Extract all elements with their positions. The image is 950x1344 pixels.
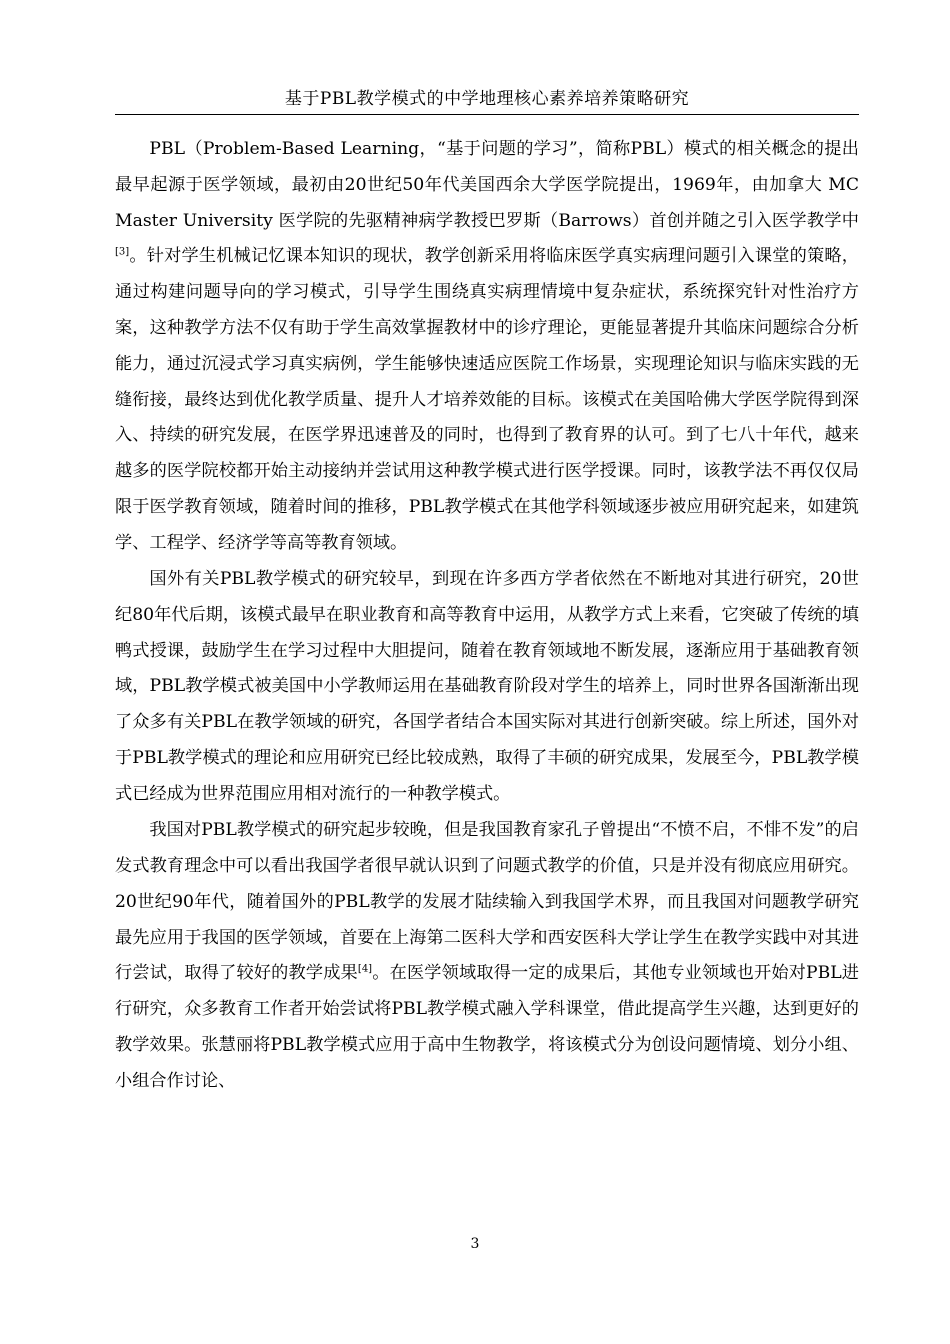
paragraph-text: 。在医学领域取得一定的成果后，其他专业领域也开始对PBL进行研究，众多教育工作者开始尝试将PBL教学模式融入学科课堂，借此提高学生兴趣，达到更好的教学效果。张慧丽将PBL教学模式应用于高中生物教学，将该模式分为创设问题情境、划分小组、小组合作讨论、 xyxy=(115,963,859,1091)
body-text xyxy=(115,132,859,1100)
paragraph-text: 国外有关PBL教学模式的研究较早，到现在许多西方学者依然在不断地对其进行研究，20世纪80年代后期，该模式最早在职业教育和高等教育中运用，从教学方式上来看，它突破了传统的填鸭式授课，鼓励学生在学习过程中大胆提问，随着在教育领域地不断发展，逐渐应用于基础教育领域，PBL教学模式被美国中小学教师运用在基础教育阶段对学生的培养上，同时世界各国渐渐出现了众多有关PBL在教学领域的研究，各国学者结合本国实际对其进行创新突破。综上所述，国外对于PBL教学模式的理论和应用研究已经比较成熟，取得了丰硕的研究成果，发展至今，PBL教学模式已经成为世界范围应用相对流行的一种教学模式。 xyxy=(115,569,859,804)
paragraph-domestic-research xyxy=(115,813,859,1099)
paragraph-pbl-origin xyxy=(115,132,859,562)
citation-marker: [4] xyxy=(357,963,373,975)
paragraph-text: PBL（Problem-Based Learning，“基于问题的学习”，简称PBL）模式的相关概念的提出最早起源于医学领域，最初由20世纪50年代美国西余大学医学院提出，1969年，由加拿大 MC Master University 医学院的先驱精神病学教授巴罗斯（Barrows）首创并随之引入医学教学中 xyxy=(115,139,859,231)
citation-marker: [3] xyxy=(115,246,130,258)
paragraph-text: 。针对学生机械记忆课本知识的现状，教学创新采用将临床医学真实病理问题引入课堂的策略，通过构建问题导向的学习模式，引导学生围绕真实病理情境中复杂症状，系统探究针对性治疗方案，这种教学方法不仅有助于学生高效掌握教材中的诊疗理论，更能显著提升其临床问题综合分析能力，通过沉浸式学习真实病例，学生能够快速适应医院工作场景，实现理论知识与临床实践的无缝衔接，最终达到优化教学质量、提升人才培养效能的目标。该模式在美国哈佛大学医学院得到深入、持续的研究发展，在医学界迅速普及的同时，也得到了教育界的认可。到了七八十年代，越来越多的医学院校都开始主动接纳并尝试用这种教学模式进行医学授课。同时，该教学法不再仅仅局限于医学教育领域，随着时间的推移，PBL教学模式在其他学科领域逐步被应用研究起来，如建筑学、工程学、经济学等高等教育领域。 xyxy=(115,246,859,553)
header-rule xyxy=(115,114,859,115)
paragraph-foreign-research xyxy=(115,562,859,813)
page-number: 3 xyxy=(470,1236,480,1252)
paragraph-text: 我国对PBL教学模式的研究起步较晚，但是我国教育家孔子曾提出“不愤不启，不悱不发”的启发式教育理念中可以看出我国学者很早就认识到了问题式教学的价值，只是并没有彻底应用研究。20世纪90年代，随着国外的PBL教学的发展才陆续输入到我国学术界，而且我国对问题教学研究最先应用于我国的医学领域，首要在上海第二医科大学和西安医科大学让学生在教学实践中对其进行尝试，取得了较好的教学成果 xyxy=(115,820,859,984)
running-header: 基于PBL教学模式的中学地理核心素养培养策略研究 xyxy=(284,89,690,109)
